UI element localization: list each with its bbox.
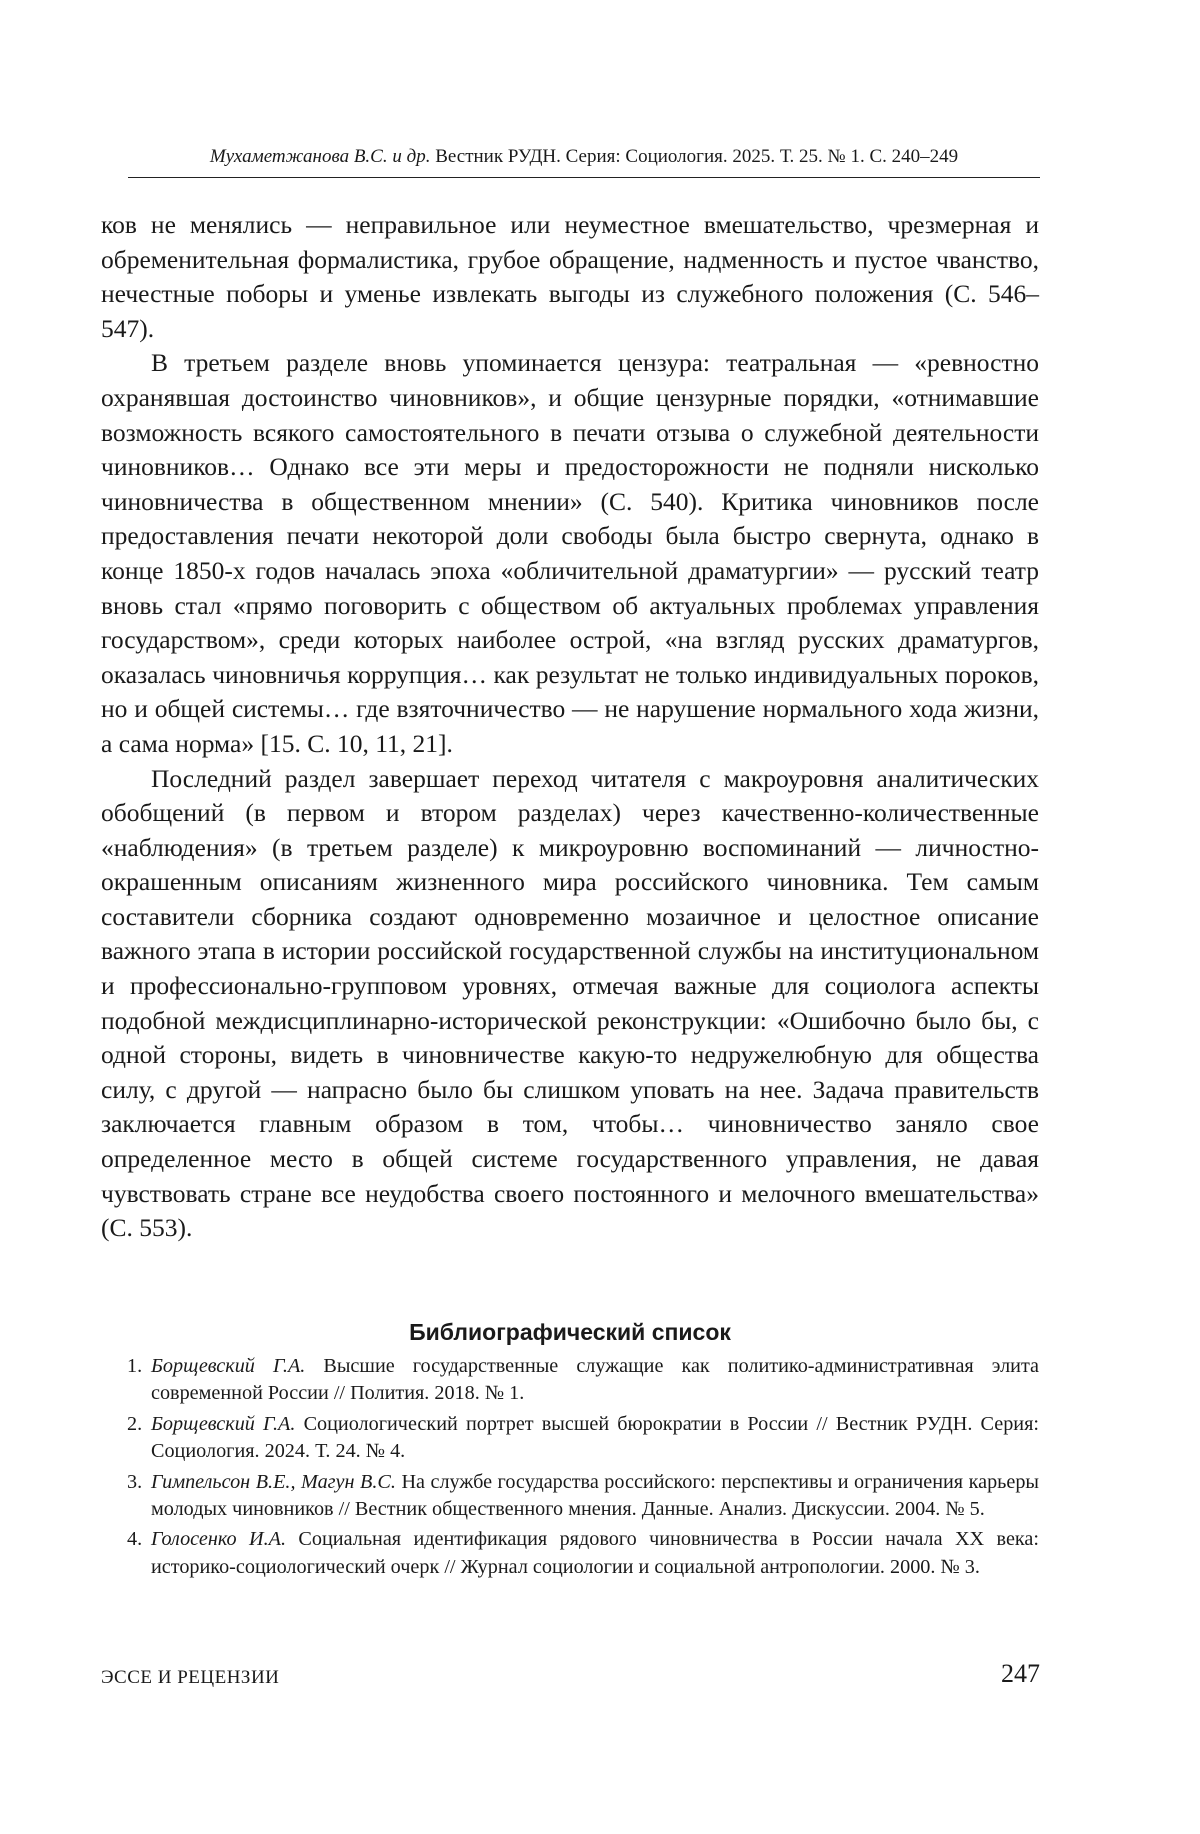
bibliography-item	[101, 1353, 1039, 1408]
bibliography-item	[101, 1469, 1039, 1524]
item-authors: Голосенко И.А.	[151, 1528, 287, 1551]
item-authors: Борщевский Г.А.	[151, 1412, 296, 1435]
item-authors: Борщевский Г.А.	[151, 1355, 306, 1377]
paragraph: В третьем разделе вновь упоминается цензура: театральная — «ревностно охранявшая достоинство чиновников», и общие цензурные порядки, «отнимавшие возможность всякого самостоятельного в печати отзыва о служебной деятельности чиновников… Однако все эти меры и предосторожности не подняли нисколько чиновничества в общественном мнении» (С. 540). Критика чиновников после предоставления печати некоторой доли свободы была быстро свернута, однако в конце 1850-х годов началась эпоха «обличительной драматургии» — русский театр вновь стал «прямо поговорить с обществом об актуальных проблемах управления государством», среди которых наиболее острой, «на взгляд русских драматургов, оказалась чиновничья коррупция… как результат не только индивидуальных пороков, но и общей системы… где взяточничество — не нарушение нормального хода жизни, а сама норма» [15. С. 10, 11, 21].	[101, 348, 1039, 758]
item-authors: Гимпельсон В.Е., Магун В.С.	[151, 1470, 396, 1493]
bibliography-title: Библиографический список	[409, 1319, 731, 1345]
bibliography-list	[101, 1353, 1039, 1584]
item-text: Социальная идентификация рядового чиновничества в России начала XX века: историко-социологический очерк // Журнал социологии и социальной антропологии. 2000. № 3.	[151, 1528, 1039, 1578]
item-number: 3.	[127, 1470, 143, 1493]
running-header	[128, 146, 1040, 178]
bibliography-item	[101, 1526, 1039, 1581]
page-number: 247	[1001, 1659, 1040, 1688]
header-journal: Вестник РУДН. Серия: Социология. 2025. Т. 25. № 1. С. 240–249	[430, 146, 959, 167]
section-footer: ЭССЕ И РЕЦЕНЗИИ	[101, 1667, 280, 1688]
bibliography-item	[101, 1411, 1039, 1466]
item-text: На службе государства российского: перспективы и ограничения карьеры молодых чиновников // Вестник общественного мнения. Данные. Анализ. Дискуссии. 2004. № 5.	[151, 1470, 1040, 1521]
item-number: 2.	[127, 1412, 143, 1435]
item-number: 1.	[127, 1355, 143, 1377]
item-text: Высшие государственные служащие как политико-административная элита современной России // Полития. 2018. № 1.	[151, 1355, 1039, 1405]
article-body	[101, 208, 1039, 1246]
item-text: Социологический портрет высшей бюрократии в России // Вестник РУДН. Серия: Социология. 2024. Т. 24. № 4.	[151, 1412, 1039, 1463]
paragraph: Последний раздел завершает переход читателя с макроуровня аналитических обобщений (в первом и втором разделах) через качественно-количественные «наблюдения» (в третьем разделе) к микроуровню воспоминаний — личностно-окрашенным описаниям жизненного мира российского чиновника. Тем самым составители сборника создают одновременно мозаичное и целостное описание важного этапа в истории российской государственной службы на институциональном и профессионально-групповом уровнях, отмечая важные для социолога аспекты подобной междисциплинарно-исторической реконструкции: «Ошибочно было бы, с одной стороны, видеть в чиновничестве какую-то недружелюбную для общества силу, с другой — напрасно было бы слишком уповать на нее. Задача правительств заключается главным образом в том, чтобы… чиновничество заняло свое определенное место в общей системе государственного управления, не давая чувствовать стране все неудобства своего постоянного и мелочного вмешательства» (С. 553).	[101, 763, 1039, 1243]
header-authors: Мухаметжанова В.С. и др.	[209, 146, 431, 167]
paragraph: ков не менялись — неправильное или неуместное вмешательство, чрезмерная и обременительная формалистика, грубое обращение, надменность и пустое чванство, нечестные поборы и уменье извлекать выгоды из служебного положения (С. 546–547).	[101, 210, 1039, 343]
item-number: 4.	[127, 1528, 143, 1551]
